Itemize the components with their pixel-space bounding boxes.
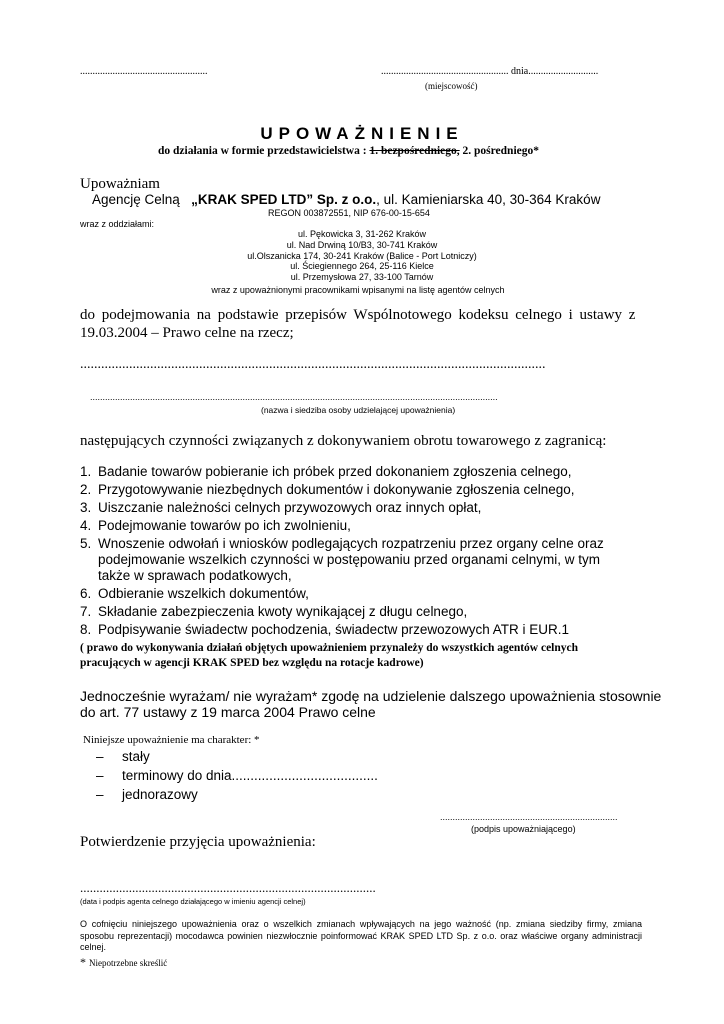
list-item-number: 5. (80, 536, 92, 551)
document-title: UPOWAŻNIENIE (260, 124, 464, 143)
character-option-label: jednorazowy (122, 787, 198, 802)
list-item-number: 7. (80, 604, 92, 619)
date-dots: ................................................... dnia............................ (381, 66, 599, 77)
dash-marker: – (96, 768, 104, 783)
list-item-text: Podejmowanie towarów po ich zwolnieniu, (98, 518, 351, 533)
signature-field[interactable]: ....................................................................... (440, 812, 618, 822)
branch-list (0, 229, 724, 283)
dash-marker: – (96, 749, 104, 764)
footnote-star: * (80, 955, 89, 969)
consent-line-2: do art. 77 ustawy z 19 marca 2004 Prawo celne (80, 704, 376, 720)
grantee-field-line-2[interactable]: ................................................................................................................................................................... (90, 392, 498, 402)
branch-item: ul. Nad Drwiną 10/B3, 30-741 Kraków (286, 239, 438, 250)
branch-item: ul. Przemysłowa 27, 33-100 Tarnów (290, 272, 434, 283)
grantee-caption: (nazwa i siedziba osoby udzielającej upoważnienia) (261, 405, 456, 415)
activities-intro: następujących czynności związanych z dokonywaniem obrotu towarowego z zagranicą: (80, 433, 607, 449)
list-item-text: Uiszczanie należności celnych przywozowych oraz innych opłat, (98, 500, 482, 515)
agent-signature-caption: (data i podpis agenta celnego działającego w imieniu agencji celnej) (80, 897, 306, 906)
revocation-notice: O cofnięciu niniejszego upoważnienia oraz o wszelkich zmianach wpływających na jego ważność (np. zmiana siedziby firmy, zmiana sposobu reprezentacji) mocodawca powinien niezwłocznie poinformować KRAK SPED LTD Sp. z o.o. oraz właściwe organy administracji celnej. (80, 919, 642, 952)
grantor-label: Upoważniam (80, 176, 160, 192)
character-option-label: stały (122, 749, 150, 764)
rotation-note-line-1: ( prawo do wykonywania działań objętych upoważnieniem przynależy do wszystkich agentów celnych (80, 642, 579, 654)
list-item-number: 1. (80, 464, 92, 479)
activities-list (80, 464, 640, 638)
list-item (80, 500, 640, 516)
signature-caption: (podpis upoważniającego) (471, 824, 576, 834)
agency-address: , ul. Kamieniarska 40, 30-364 Kraków (376, 192, 601, 207)
list-item-number: 3. (80, 500, 92, 515)
list-item-number: 8. (80, 622, 92, 637)
list-item-text: Badanie towarów pobieranie ich próbek przed dokonaniem zgłoszenia celnego, (98, 464, 572, 479)
character-option-label: terminowy do dnia....................................... (122, 768, 378, 783)
basis-text-line-2: 19.03.2004 – Prawo celne na rzecz; (80, 325, 294, 341)
list-item (80, 586, 640, 602)
list-item (80, 622, 640, 638)
character-option[interactable] (80, 767, 378, 784)
subtitle-option-2: 2. pośredniego* (459, 145, 539, 157)
subtitle-prefix: do działania w formie przedstawicielstwa : (158, 145, 370, 157)
branches-label: wraz z oddziałami: (80, 219, 155, 229)
list-item-number: 4. (80, 518, 92, 533)
basis-text-line-1: do podejmowania na podstawie przepisów Wspólnotowego kodeksu celnego i ustawy z (80, 307, 636, 323)
branch-item: ul.Olszanicka 174, 30-241 Kraków (Balice - Port Lotniczy) (247, 250, 477, 261)
branch-item: ul. Pękowicka 3, 31-262 Kraków (297, 229, 427, 239)
list-item-number: 2. (80, 482, 92, 497)
character-option[interactable] (80, 748, 378, 765)
place-caption: (miejscowość) (425, 81, 478, 91)
list-item-text: Odbieranie wszelkich dokumentów, (98, 586, 309, 601)
rotation-note-line-2: pracujących w agencji KRAK SPED bez względu na rotacje kadrowe) (80, 657, 424, 669)
character-label: Niniejsze upoważnienie ma charakter: * (83, 734, 260, 746)
document-subtitle (158, 145, 539, 157)
dash-marker: – (96, 787, 104, 802)
list-item (80, 536, 620, 584)
list-item (80, 482, 640, 498)
character-option[interactable] (80, 786, 378, 803)
footnote-text: Niepotrzebne skreślić (89, 958, 168, 968)
employees-note: wraz z upoważnionymi pracownikami wpisanymi na listę agentów celnych (211, 285, 505, 295)
list-item-text: Podpisywanie świadectw pochodzenia, świadectw przewozowych ATR i EUR.1 (98, 622, 569, 637)
branch-item: ul. Ściegiennego 264, 25-116 Kielce (290, 261, 434, 272)
place-dots: ................................................... (80, 66, 208, 77)
list-item (80, 604, 640, 620)
list-item (80, 518, 640, 534)
agency-name: „KRAK SPED LTD” Sp. z o.o. (191, 192, 377, 207)
grantee-field-line-1[interactable]: ..................................................................................................................................... (80, 357, 546, 372)
character-options (80, 748, 378, 803)
list-item-text: Składanie zabezpieczenia kwoty wynikającej z długu celnego, (98, 604, 468, 619)
agency-regon: REGON 003872551, NIP 676-00-15-654 (268, 208, 430, 218)
agency-line (92, 192, 600, 207)
list-item-text: Wnoszenie odwołań i wniosków podlegających rozpatrzeniu przez organy celne oraz podejmowanie wszelkich czynności w postępowaniu przed organami celnymi, w tym także w sprawach podatkowych, (98, 536, 604, 583)
footnote (80, 955, 167, 970)
list-item-number: 6. (80, 586, 92, 601)
list-item (80, 464, 640, 480)
agent-signature-field[interactable]: ........................................................................................... (80, 880, 376, 895)
confirmation-heading: Potwierdzenie przyjęcia upoważnienia: (80, 834, 316, 850)
consent-line-1: Jednocześnie wyrażam/ nie wyrażam* zgodę na udzielenie dalszego upoważnienia stosownie (80, 688, 662, 704)
list-item-text: Przygotowywanie niezbędnych dokumentów i dokonywanie zgłoszenia celnego, (98, 482, 575, 497)
subtitle-struck-option: 1. bezpośredniego, (369, 145, 460, 157)
agency-prefix: Agencję Celną (92, 192, 180, 207)
